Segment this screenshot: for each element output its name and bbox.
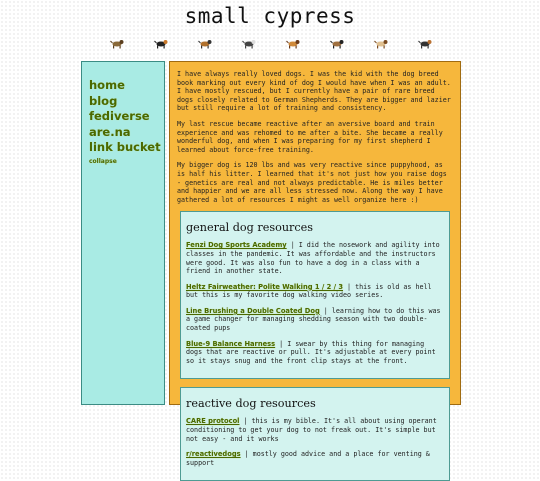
sidebar-item-are-na[interactable]: are.na bbox=[89, 124, 131, 139]
dog-icon bbox=[286, 38, 300, 49]
dog-icon bbox=[330, 38, 344, 49]
resource-entry bbox=[186, 241, 444, 275]
dog-icon bbox=[110, 38, 124, 49]
collapse-toggle[interactable]: collapse bbox=[89, 157, 117, 165]
resource-description: | I swear by this thing for managing dogs that are reactive or pull. It's adjustable at every point so it stays snug and the front clip stays at the front. bbox=[186, 339, 436, 365]
dog-icon bbox=[154, 38, 168, 49]
sidebar-item-blog[interactable]: blog bbox=[89, 93, 118, 108]
resource-description: | this is my bible. It's all about using operant conditioning to get your dog to not freak out. It's simple but not easy - and it works bbox=[186, 417, 437, 443]
section-title: general dog resources bbox=[186, 221, 314, 235]
intro-paragraph: I have always really loved dogs. I was the kid with the dog breed book marking out every kind of dog I would have when I was an adult. I have mostly rescued, but I currently have a pair of rare breed dogs closely related to German Shepherds. They are bigger and lazier but still require a lot of training and consistency. bbox=[177, 70, 451, 113]
section-title: reactive dog resources bbox=[186, 397, 316, 411]
resource-link[interactable]: Fenzi Dog Sports Academy bbox=[186, 241, 287, 250]
dog-icon bbox=[374, 38, 388, 49]
dog-icon bbox=[242, 38, 256, 49]
resource-link[interactable]: Heltz Fairweather: Polite Walking 1 / 2 / 3 bbox=[186, 282, 343, 291]
resource-entry bbox=[186, 417, 444, 443]
dog-icon bbox=[198, 38, 212, 49]
resource-link[interactable]: Line Brushing a Double Coated Dog bbox=[186, 306, 320, 315]
resource-description: | learning how to do this was a game changer for managing shedding season with two double-coated pups bbox=[186, 306, 441, 333]
sidebar-nav bbox=[81, 61, 165, 405]
resource-entry bbox=[186, 450, 444, 467]
dog-icon bbox=[418, 38, 432, 49]
intro-paragraph: My last rescue became reactive after an aversive board and train experience and was rehomed to me after a bite. She became a really wonderful dog, and when I was preparing for my first shepherd I learned about force-free training. bbox=[177, 119, 443, 154]
sidebar-item-link-bucket[interactable]: link bucket bbox=[89, 140, 161, 154]
resource-description: | this is old as hell but this is my favorite dog walking video series. bbox=[186, 282, 432, 300]
sidebar-item-fediverse[interactable]: fediverse bbox=[89, 109, 150, 123]
resource-link[interactable]: Blue-9 Balance Harness bbox=[186, 339, 276, 348]
intro-paragraph: My bigger dog is 120 lbs and was very reactive since puppyhood, as is half his litter. I learned that it's not just how you raise dogs - genetics are real and not always predictable. He is miles better and happier and we are all less stressed now. Along the way I have gathered a lot of resources I might as well organize here :) bbox=[177, 161, 447, 204]
general-resources-card bbox=[180, 211, 450, 379]
resource-entry bbox=[186, 340, 444, 366]
resource-link[interactable]: r/reactivedogs bbox=[186, 450, 241, 459]
main-content bbox=[169, 61, 461, 467]
dog-icon-row bbox=[108, 38, 438, 52]
resource-description: | mostly good advice and a place for venting & support bbox=[186, 450, 430, 467]
sidebar-item-home[interactable]: home bbox=[89, 78, 125, 92]
reactive-resources-card bbox=[180, 387, 450, 481]
resource-entry bbox=[186, 307, 444, 333]
resource-link[interactable]: CARE protocol bbox=[186, 417, 240, 426]
resource-entry bbox=[186, 283, 444, 300]
resource-description: | I did the nosework and agility into classes in the pandemic. It was affordable and the instructors were good. It was also fun to have a dog in a class with a friend in another state. bbox=[186, 241, 440, 276]
site-title: small cypress bbox=[184, 4, 356, 28]
